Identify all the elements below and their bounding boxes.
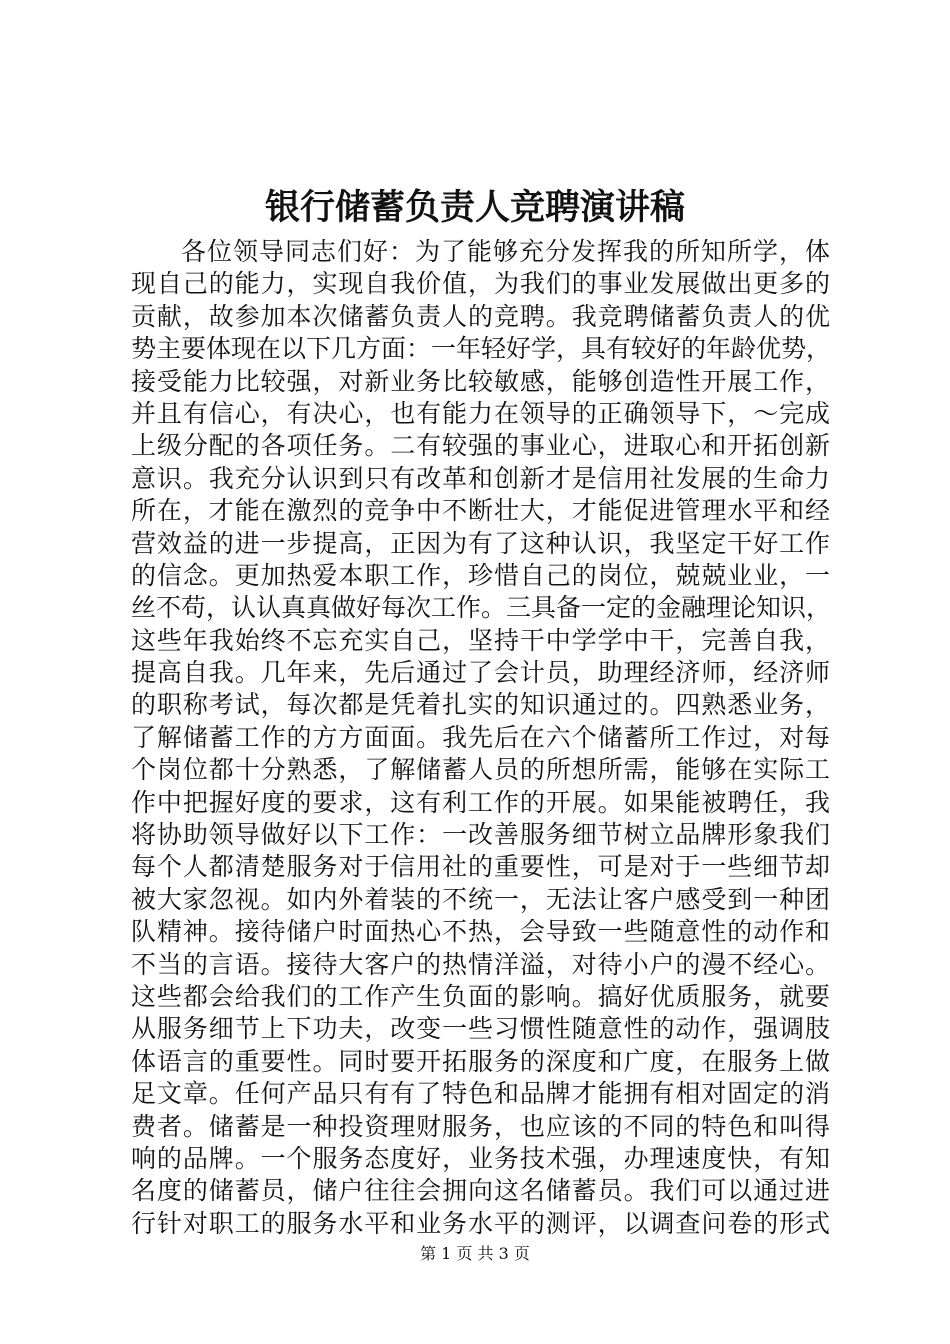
body-line: 提高自我。几年来，先后通过了会计员，助理经济师，经济师 [131, 658, 831, 688]
body-line: 将协助领导做好以下工作：一改善服务细节树立品牌形象我们 [131, 820, 831, 850]
body-line: 从服务细节上下功夫，改变一些习惯性随意性的动作，强调肢 [131, 1014, 831, 1044]
body-line: 队精神。接待储户时面热心不热，会导致一些随意性的动作和 [131, 917, 831, 947]
body-line: 意识。我充分认识到只有改革和创新才是信用社发展的生命力 [131, 463, 831, 493]
body-line: 个岗位都十分熟悉，了解储蓄人员的所想所需，能够在实际工 [131, 755, 831, 785]
body-line: 不当的言语。接待大客户的热情洋溢，对待小户的漫不经心。 [131, 949, 831, 979]
body-line: 并且有信心，有决心，也有能力在领导的正确领导下，～完成 [131, 398, 831, 428]
body-line: 势主要体现在以下几方面：一年轻好学，具有较好的年龄优势， [131, 334, 831, 364]
body-line: 上级分配的各项任务。二有较强的事业心，进取心和开拓创新 [131, 431, 831, 461]
body-line: 所在，才能在激烈的竞争中不断壮大，才能促进管理水平和经 [131, 496, 831, 526]
document-title: 银行储蓄负责人竞聘演讲稿 [264, 187, 685, 228]
page-footer: 第 1 页 共 3 页 [420, 1244, 530, 1263]
body-line: 足文章。任何产品只有有了特色和品牌才能拥有相对固定的消 [131, 1079, 831, 1109]
body-line: 丝不苟，认认真真做好每次工作。三具备一定的金融理论知识， [131, 593, 831, 623]
body-line: 名度的储蓄员，储户往往会拥向这名储蓄员。我们可以通过进 [131, 1176, 831, 1206]
body-line: 了解储蓄工作的方方面面。我先后在六个储蓄所工作过，对每 [131, 722, 831, 752]
document-body [131, 236, 831, 1240]
body-line: 费者。储蓄是一种投资理财服务，也应该的不同的特色和叫得 [131, 1111, 831, 1141]
body-line: 被大家忽视。如内外着装的不统一，无法让客户感受到一种团 [131, 884, 831, 914]
body-line: 接受能力比较强，对新业务比较敏感，能够创造性开展工作， [131, 366, 831, 396]
body-line: 每个人都清楚服务对于信用社的重要性，可是对于一些细节却 [131, 852, 831, 882]
body-line: 的职称考试，每次都是凭着扎实的知识通过的。四熟悉业务， [131, 690, 831, 720]
body-line: 行针对职工的服务水平和业务水平的测评，以调查问卷的形式 [131, 1208, 831, 1238]
body-line: 这些年我始终不忘充实自己，坚持干中学学中干，完善自我， [131, 625, 831, 655]
body-line: 体语言的重要性。同时要开拓服务的深度和广度，在服务上做 [131, 1046, 831, 1076]
body-line: 贡献，故参加本次储蓄负责人的竞聘。我竞聘储蓄负责人的优 [131, 301, 831, 331]
body-line: 各位领导同志们好：为了能够充分发挥我的所知所学，体 [181, 237, 831, 266]
body-line: 响的品牌。一个服务态度好，业务技术强，办理速度快，有知 [131, 1143, 831, 1173]
body-line: 现自己的能力，实现自我价值，为我们的事业发展做出更多的 [131, 269, 831, 299]
body-line: 营效益的进一步提高，正因为有了这种认识，我坚定干好工作 [131, 528, 831, 558]
body-line: 的信念。更加热爱本职工作，珍惜自己的岗位，兢兢业业，一 [131, 560, 831, 590]
body-line: 作中把握好度的要求，这有利工作的开展。如果能被聘任，我 [131, 787, 831, 817]
body-line: 这些都会给我们的工作产生负面的影响。搞好优质服务，就要 [131, 981, 831, 1011]
